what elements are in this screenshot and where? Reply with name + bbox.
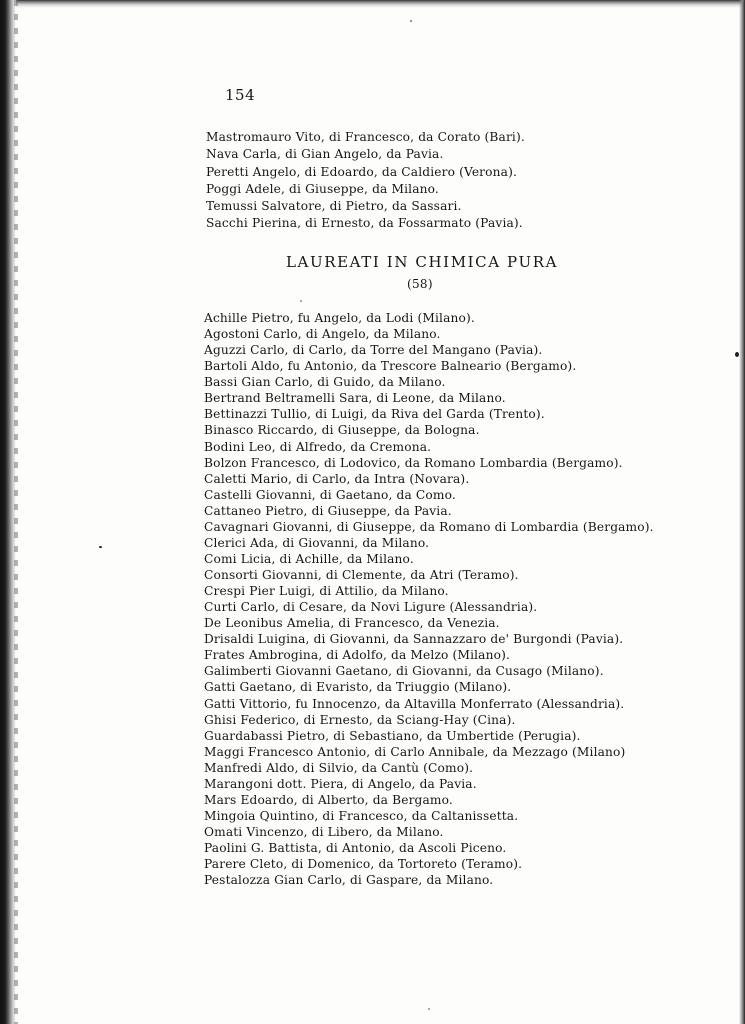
list-item: Achille Pietro, fu Angelo, da Lodi (Milano). [204,311,475,325]
list-item: Bartoli Aldo, fu Antonio, da Trescore Balneario (Bergamo). [204,359,577,374]
list-item: Galimberti Giovanni Gaetano, di Giovanni, da Cusago (Milano). [204,664,604,679]
list-item: Omati Vincenzo, di Libero, da Milano. [204,825,444,839]
list-item: Aguzzi Carlo, di Carlo, da Torre del Mangano (Pavia). [204,343,543,358]
list-item: Gatti Vittorio, fu Innocenzo, da Altavilla Monferrato (Alessandria). [204,696,625,711]
list-item: Binasco Riccardo, di Giuseppe, da Bologna. [204,423,480,438]
list-item: Nava Carla, di Gian Angelo, da Pavia. [206,147,444,162]
list-item: Mingoia Quintino, di Francesco, da Caltanissetta. [204,808,519,823]
list-item: De Leonibus Amelia, di Francesco, da Venezia. [204,616,500,631]
list-item: Bolzon Francesco, di Lodovico, da Romano Lombardia (Bergamo). [204,455,623,470]
list-item: Bassi Gian Carlo, di Guido, da Milano. [204,375,446,390]
scan-speck [410,20,412,22]
scan-speck [428,1008,430,1010]
list-item: Pestalozza Gian Carlo, di Gaspare, da Milano. [204,873,494,888]
list-item: Parere Cleto, di Domenico, da Tortoreto (Teramo). [204,857,523,872]
list-item: Manfredi Aldo, di Silvio, da Cantù (Como). [204,760,474,775]
list-item: Comi Licia, di Achille, da Milano. [204,551,414,566]
list-item: Gatti Gaetano, di Evaristo, da Triuggio (Milano). [204,680,512,695]
list-item: Paolini G. Battista, di Antonio, da Ascoli Piceno. [204,841,507,856]
list-item: Castelli Giovanni, di Gaetano, da Como. [204,487,456,502]
list-item: Clerici Ada, di Giovanni, da Milano. [204,535,430,550]
top-edge-shadow [0,0,745,8]
right-edge-shadow [739,0,745,1024]
list-item: Mastromauro Vito, di Francesco, da Corato (Bari). [206,130,525,144]
list-item: Temussi Salvatore, di Pietro, da Sassari. [206,199,462,214]
list-item: Consorti Giovanni, di Clemente, da Atri (Teramo). [204,568,519,582]
top-name-list [206,129,525,233]
list-item: Bertrand Beltramelli Sara, di Leone, da Milano. [204,391,506,406]
list-item: Drisaldi Luigina, di Giovanni, da Sannazzaro de' Burgondi (Pavia). [204,632,624,647]
scan-speck [735,352,739,357]
list-item: Caletti Mario, di Carlo, da Intra (Novara). [204,471,470,486]
graduates-list [204,310,654,888]
list-item: Marangoni dott. Piera, di Angelo, da Pavia. [204,776,477,791]
list-item: Curti Carlo, di Cesare, da Novi Ligure (Alessandria). [204,600,538,615]
list-item: Maggi Francesco Antonio, di Carlo Annibale, da Mezzago (Milano) [204,744,626,759]
list-item: Cattaneo Pietro, di Giuseppe, da Pavia. [204,503,452,518]
section-count: (58) [407,277,433,291]
list-item: Cavagnari Giovanni, di Giuseppe, da Romano di Lombardia (Bergamo). [204,519,654,534]
list-item: Frates Ambrogina, di Adolfo, da Melzo (Milano). [204,648,511,663]
list-item: Poggi Adele, di Giuseppe, da Milano. [206,181,439,196]
binding-edge-texture [14,0,18,1024]
section-heading: LAUREATI IN CHIMICA PURA [286,253,559,271]
list-item: Mars Edoardo, di Alberto, da Bergamo. [204,792,453,807]
list-item: Bettinazzi Tullio, di Luigi, da Riva del Garda (Trento). [204,407,545,422]
scan-speck [99,546,102,548]
list-item: Peretti Angelo, di Edoardo, da Caldiero (Verona). [206,164,517,179]
page-number: 154 [225,86,256,104]
list-item: Sacchi Pierina, di Ernesto, da Fossarmato (Pavia). [206,216,523,231]
scan-speck [300,300,302,302]
list-item: Bodini Leo, di Alfredo, da Cremona. [204,439,432,454]
list-item: Guardabassi Pietro, di Sebastiano, da Umbertide (Perugia). [204,728,581,743]
list-item: Ghisi Federico, di Ernesto, da Sciang-Hay (Cina). [204,712,516,727]
list-item: Crespi Pier Luigi, di Attilio, da Milano. [204,584,449,599]
list-item: Agostoni Carlo, di Angelo, da Milano. [204,327,441,342]
